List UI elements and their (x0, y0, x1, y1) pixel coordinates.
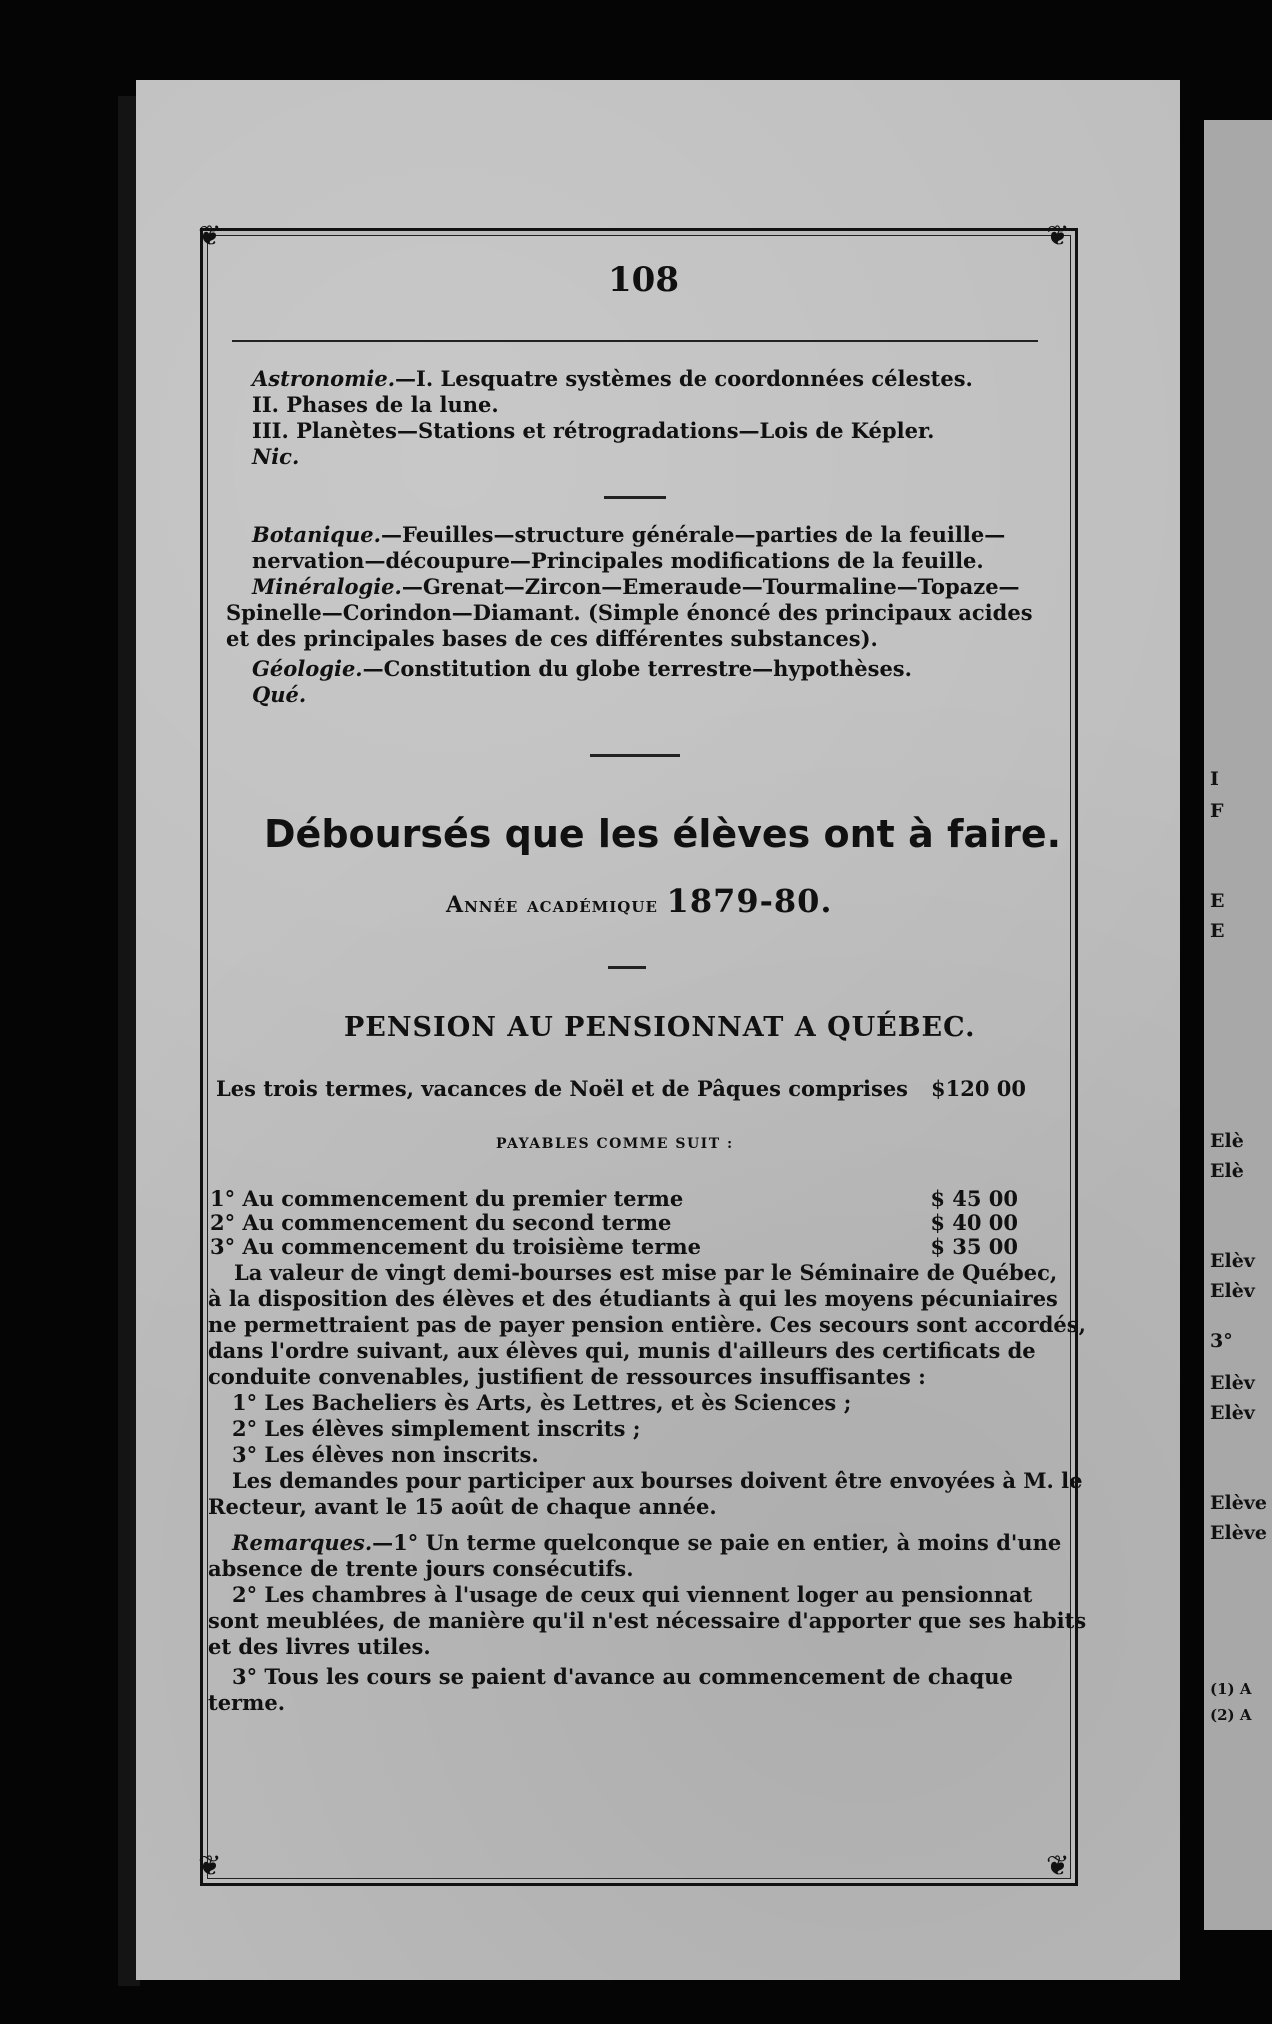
bourses-paragraph-line: La valeur de vingt demi-bourses est mise par le Séminaire de Québec, (234, 1260, 1058, 1285)
academic-year: Année académique 1879-80. (446, 882, 833, 920)
next-page-fragment: Elèv (1210, 1280, 1255, 1302)
section-separator (604, 496, 666, 499)
next-page-fragment: Elè (1210, 1130, 1244, 1152)
next-page-fragment: Elèv (1210, 1250, 1255, 1272)
payment-row: 2° Au commencement du second terme $ 40 00 (210, 1210, 1018, 1235)
next-page-fragment: E (1210, 890, 1225, 912)
bourses-paragraph-line: à la disposition des élèves et des étudiants à qui les moyens pécuniaires (208, 1286, 1058, 1311)
next-page-fragment: Elè (1210, 1160, 1244, 1182)
ordre-item: 3° Les élèves non inscrits. (232, 1442, 539, 1467)
botanique-paragraph: Botanique.—Feuilles—structure générale—parties de la feuille—nervation—découpure—Principales modifications de la feuille. (252, 522, 1006, 573)
remarques-line: 3° Tous les cours se paient d'avance au commencement de chaque (232, 1664, 1013, 1689)
astronomie-line: III. Planètes—Stations et rétrogradations—Lois de Képler. (252, 418, 935, 443)
demandes-line: Recteur, avant le 15 août de chaque année. (208, 1494, 717, 1519)
next-page-edge (1204, 120, 1272, 1930)
section-separator (590, 754, 680, 757)
header-rule (232, 340, 1038, 342)
demandes-line: Les demandes pour participer aux bourses doivent être envoyées à M. le (232, 1468, 1083, 1493)
payment-row: 1° Au commencement du premier terme $ 45 00 (210, 1186, 1018, 1211)
corner-ornament-icon: ❦ (1046, 1849, 1070, 1882)
page-number: 108 (608, 260, 679, 300)
next-page-fragment: Elèv (1210, 1372, 1255, 1394)
mineralogie-paragraph: Minéralogie.—Grenat—Zircon—Emeraude—Tourmaline—Topaze—Spinelle—Corindon—Diamant. (Simple énoncé des principaux acides et des principales bases de ces différentes substances). (226, 574, 1033, 651)
pension-title: PENSION AU PENSIONNAT A QUÉBEC. (344, 1012, 976, 1043)
signature-initials: Qué. (252, 682, 307, 707)
ordre-item: 2° Les élèves simplement inscrits ; (232, 1416, 641, 1441)
terms-line: Les trois termes, vacances de Noël et de Pâques comprises $120 00 (216, 1076, 1026, 1101)
bourses-paragraph-line: ne permettraient pas de payer pension entière. Ces secours sont accordés, (208, 1312, 1086, 1337)
remarques-line: absence de trente jours consécutifs. (208, 1556, 634, 1581)
remarques-line: sont meublées, de manière qu'il n'est nécessaire d'apporter que ses habits (208, 1608, 1087, 1633)
next-page-fragment: (2) A (1210, 1706, 1252, 1724)
remarques-line: et des livres utiles. (208, 1634, 431, 1659)
remarques-line: 2° Les chambres à l'usage de ceux qui viennent loger au pensionnat (232, 1582, 1033, 1607)
remarques-line: Remarques.—1° Un terme quelconque se paie en entier, à moins d'une (232, 1530, 1062, 1555)
payable-label: PAYABLES COMME SUIT : (496, 1136, 734, 1152)
debourses-title: Déboursés que les élèves ont à faire. (264, 812, 1062, 856)
next-page-fragment: Elève (1210, 1492, 1267, 1514)
next-page-fragment: Elèv (1210, 1402, 1255, 1424)
next-page-fragment: (1) A (1210, 1680, 1252, 1698)
geologie-line: Géologie.—Constitution du globe terrestre—hypothèses. (252, 656, 912, 681)
remarques-line: terme. (208, 1690, 286, 1715)
payment-row: 3° Au commencement du troisième terme $ 35 00 (210, 1234, 1018, 1259)
corner-ornament-icon: ❦ (198, 1849, 222, 1882)
signature-initials: Nic. (252, 444, 300, 469)
next-page-fragment: Elève (1210, 1522, 1267, 1544)
next-page-fragment: I (1210, 768, 1219, 790)
next-page-fragment: E (1210, 920, 1225, 942)
bourses-paragraph-line: dans l'ordre suivant, aux élèves qui, munis d'ailleurs des certificats de (208, 1338, 1036, 1363)
bourses-paragraph-line: conduite convenables, justifient de ressources insuffisantes : (208, 1364, 926, 1389)
astronomie-line: Astronomie.—I. Lesquatre systèmes de coordonnées célestes. (252, 366, 973, 391)
astronomie-line: II. Phases de la lune. (252, 392, 499, 417)
corner-ornament-icon: ❦ (1046, 219, 1070, 252)
section-separator (608, 966, 646, 969)
next-page-fragment: 3° (1210, 1330, 1233, 1352)
corner-ornament-icon: ❦ (198, 219, 222, 252)
next-page-fragment: F (1210, 800, 1224, 822)
ordre-item: 1° Les Bacheliers ès Arts, ès Lettres, et ès Sciences ; (232, 1390, 852, 1415)
